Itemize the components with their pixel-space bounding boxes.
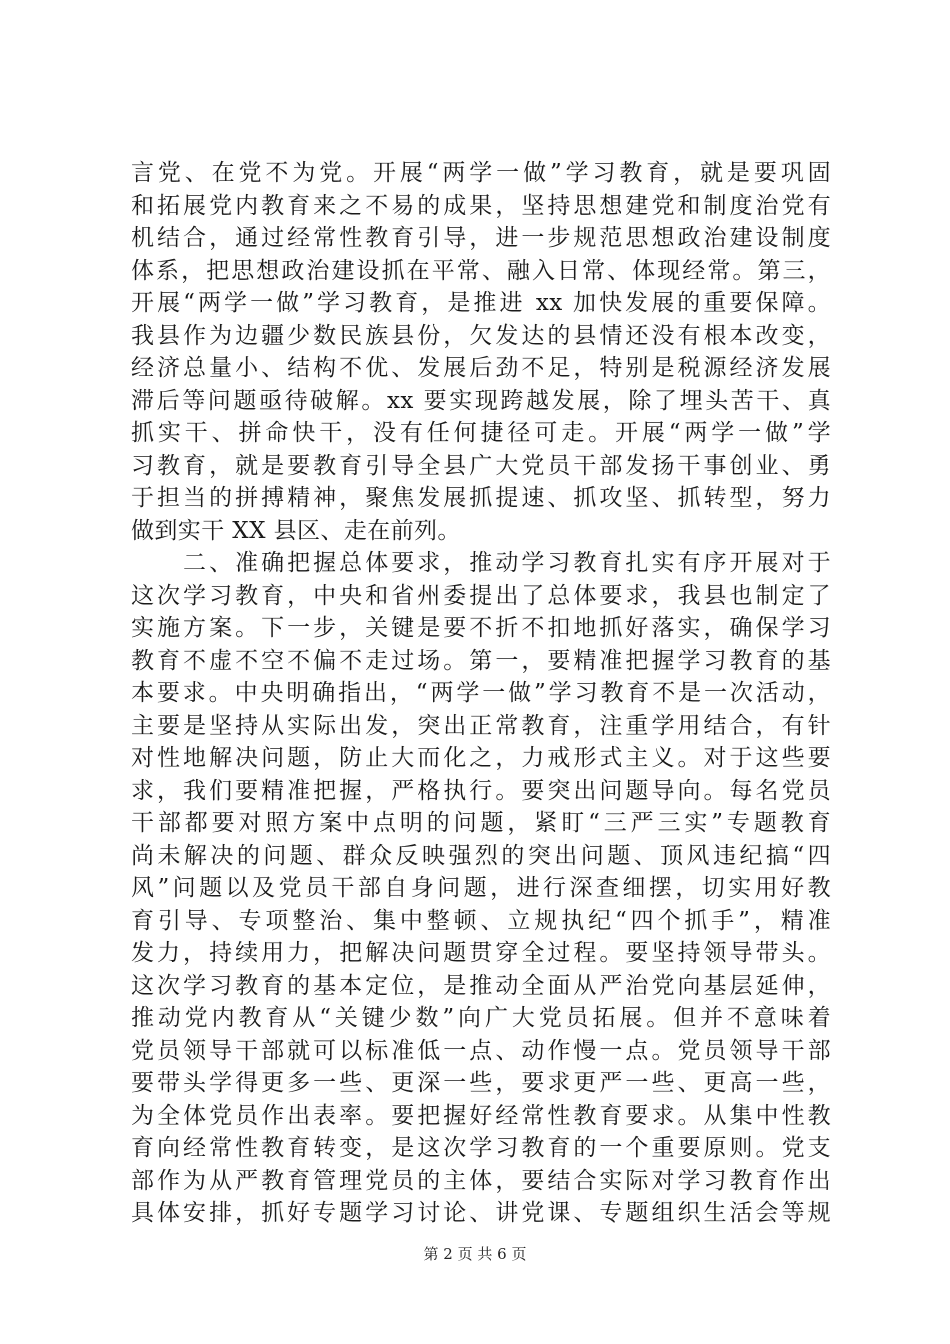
text-line: 于担当的拼搏精神，聚焦发展抓提速、抓攻坚、抓转型，努力 [131,485,831,511]
text-line: 经济总量小、结构不优、发展后劲不足，特别是税源经济发展 [131,355,831,381]
text-line: 推动党内教育从“关键少数”向广大党员拓展。但并不意味着 [131,1005,831,1031]
text-line: 尚未解决的问题、群众反映强烈的突出问题、顶风违纪搞“四 [131,842,831,869]
text-line: 风”问题以及党员干部自身问题，进行深查细摆，切实用好教 [131,875,831,901]
text-line: 主要是坚持从实际出发，突出正常教育，注重学用结合，有针 [131,712,831,739]
text-line: 我县作为边疆少数民族县份，欠发达的县情还没有根本改变， [131,322,831,349]
text-line: 为全体党员作出表率。要把握好经常性教育要求。从集中性教 [131,1102,831,1129]
text-line: 做到实干 XX 县区、走在前列。 [131,517,461,544]
text-line: 实施方案。下一步，关键是要不折不扣地抓好落实，确保学习 [131,615,831,641]
text-line: 具体安排，抓好专题学习讨论、讲党课、专题组织生活会等规 [131,1200,831,1226]
text-line: 开展“两学一做”学习教育，是推进 xx 加快发展的重要保障。 [131,290,831,316]
text-line: 二、准确把握总体要求，推动学习教育扎实有序开展对于 [131,550,831,576]
text-line: 抓实干、拼命快干，没有任何捷径可走。开展“两学一做”学 [131,420,831,446]
text-line: 党员领导干部就可以标准低一点、动作慢一点。党员领导干部 [131,1037,831,1064]
page-footer: 第 2 页 共 6 页 [423,1245,527,1263]
text-line: 部作为从严教育管理党员的主体，要结合实际对学习教育作出 [131,1167,831,1194]
body-text [131,157,831,1230]
text-line: 干部都要对照方案中点明的问题，紧盯“三严三实”专题教育 [131,810,831,836]
text-line: 育引导、专项整治、集中整顿、立规执纪“四个抓手”，精准 [131,907,831,934]
text-line: 对性地解决问题，防止大而化之，力戒形式主义。对于这些要 [131,745,831,771]
text-line: 滞后等问题亟待破解。xx 要实现跨越发展，除了埋头苦干、真 [131,387,831,414]
text-line: 本要求。中央明确指出，“两学一做”学习教育不是一次活动， [131,680,831,706]
text-line: 育向经常性教育转变，是这次学习教育的一个重要原则。党支 [131,1135,831,1161]
text-line: 发力，持续用力，把解决问题贯穿全过程。要坚持领导带头。 [131,940,831,966]
text-line: 言党、在党不为党。开展“两学一做”学习教育，就是要巩固 [131,160,831,186]
text-line: 这次学习教育，中央和省州委提出了总体要求，我县也制定了 [131,582,831,609]
text-line: 和拓展党内教育来之不易的成果，坚持思想建党和制度治党有 [131,192,831,219]
text-line: 求，我们要精准把握，严格执行。要突出问题导向。每名党员 [131,777,831,804]
text-line: 习教育，就是要教育引导全县广大党员干部发扬干事创业、勇 [131,452,831,479]
text-line: 教育不虚不空不偏不走过场。第一，要精准把握学习教育的基 [131,647,831,674]
text-line: 要带头学得更多一些、更深一些，要求更严一些、更高一些， [131,1070,831,1096]
text-line: 这次学习教育的基本定位，是推动全面从严治党向基层延伸， [131,972,831,999]
text-line: 机结合，通过经常性教育引导，进一步规范思想政治建设制度 [131,225,831,251]
text-line: 体系，把思想政治建设抓在平常、融入日常、体现经常。第三， [131,257,831,284]
